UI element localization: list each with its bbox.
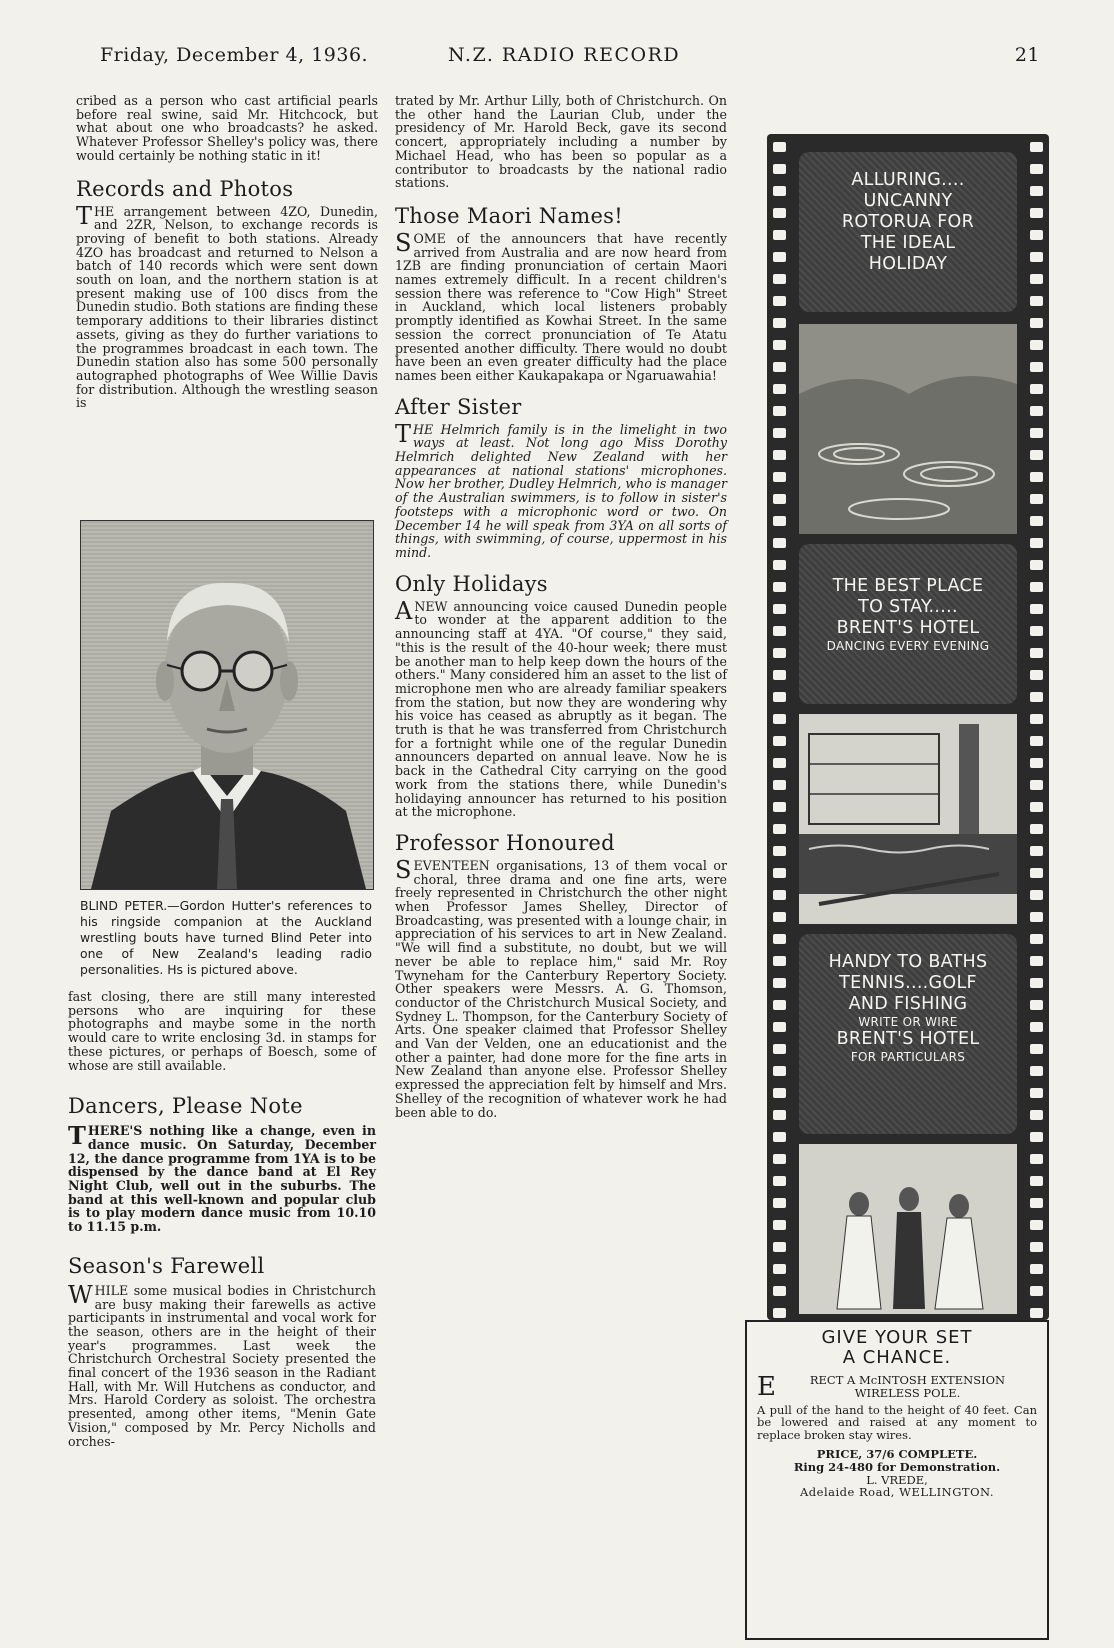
film-perforation — [1030, 626, 1043, 636]
film-perforation — [1030, 472, 1043, 482]
film-perforation — [1030, 560, 1043, 570]
film-perforation — [773, 1308, 786, 1318]
season-body — [68, 1280, 376, 1449]
film-perforation — [773, 1000, 786, 1010]
holidays-heading: Only Holidays — [395, 571, 548, 596]
handy-line-6: FOR PARTICULARS — [850, 1050, 966, 1064]
film-perforation — [1030, 208, 1043, 218]
film-perforation — [773, 802, 786, 812]
dancers-text: HERE'S nothing like a change, even in dance music. On Saturday, December 12, the dance programme from 1YA is to be dispensed by the dance band at El Rey Night Club, well out in the suburbs. The band at this well-known and popular club is to play modern dance music from 10.10 to 11.15 p.m. — [68, 1123, 376, 1235]
film-perforation — [1030, 714, 1043, 724]
film-perforation — [773, 362, 786, 372]
film-perforation — [1030, 340, 1043, 350]
rotorua-line-1: ALLURING.... — [851, 170, 965, 190]
film-perforation — [773, 538, 786, 548]
handy-line-1: HANDY TO BATHS — [828, 952, 988, 972]
records-text: HE arrangement between 4ZO, Dunedin, and 2ZR, Nelson, to exchange records is proving of benefit to both stations. Already 4ZO has broadcast and returned to Nelson a batch of 140 records which were sent down south on loan, and the northern station is at present making use of 100 discs from the Dunedin studio. Both stations are finding these temporary additions to their libraries distinct assets, giving as they do further variations to the programmes broadcast in each town. The Dunedin station also has some 500 personally autographed photographs of Wee Willie Davis for distribution. Although the wrestling season is — [76, 203, 378, 411]
film-perforation — [1030, 406, 1043, 416]
film-perforation — [773, 846, 786, 856]
page-number: 21 — [1014, 44, 1040, 66]
film-perforation — [773, 736, 786, 746]
film-perforation — [1030, 384, 1043, 394]
season-text: HILE some musical bodies in Christchurch are busy making their farewells as active participants in instrumental and vocal work for the season, others are in the height of their year's programmes. Last week the Christchurch Orchestral Society presented the final concert of the 1936 season in the Radiant Hall, with Mr. Will Hutchens as conductor, and Mrs. Harold Cordery as soloist. The orchestra presented, among other items, "Menin Gate Vision," composed by Mr. Percy Nicholls and orches- — [68, 1282, 376, 1449]
professor-dropcap: S — [395, 855, 412, 884]
dancers-illustration — [799, 1144, 1017, 1314]
pole-headline — [757, 1328, 1037, 1368]
photo-caption — [80, 898, 372, 978]
sister-heading: After Sister — [395, 394, 522, 419]
film-perforation — [773, 692, 786, 702]
film-perforation — [1030, 1044, 1043, 1054]
rotorua-line-5: HOLIDAY — [868, 254, 948, 274]
pole-price: PRICE, 37/6 COMPLETE. — [816, 1446, 978, 1461]
film-perforation — [773, 1088, 786, 1098]
pole-body: A pull of the hand to the height of 40 feet. Can be lowered and raised at any moment to replace broken stay wires. — [757, 1402, 1037, 1443]
film-perforation — [773, 142, 786, 152]
film-perforation — [1030, 824, 1043, 834]
film-perforation — [773, 1154, 786, 1164]
film-perforation — [773, 912, 786, 922]
season-dropcap: W — [68, 1280, 93, 1309]
sister-dropcap: T — [395, 419, 412, 448]
film-perforation — [1030, 648, 1043, 658]
handy-line-2: TENNIS....GOLF — [839, 973, 977, 993]
wireless-pole-advert — [745, 1320, 1049, 1640]
pole-headline-2: A CHANCE. — [842, 1347, 952, 1368]
holidays-dropcap: A — [395, 596, 413, 625]
film-perforation — [1030, 296, 1043, 306]
pole-headline-1: GIVE YOUR SET — [821, 1327, 973, 1348]
film-perforation — [773, 494, 786, 504]
records-body — [76, 201, 378, 411]
dancers-heading: Dancers, Please Note — [68, 1094, 303, 1119]
film-perforation — [1030, 956, 1043, 966]
film-perforation — [1030, 494, 1043, 504]
brents-particulars-text — [799, 934, 1017, 1064]
sister-text: HE Helmrich family is in the limelight in two ways at least. Not long ago Miss Dorothy Helmrich delighted New Zealand with her appearances at national stations' microphones. Now her brother, Dudley Helmrich, who is manager of the Australian swimmers, is to follow in sister's footsteps with a microphonic word or two. On December 14 he will speak from 3YA on all sorts of things, with swimming, of course, uppermost in his mind. — [395, 421, 727, 560]
film-perforation — [1030, 1022, 1043, 1032]
maori-body — [395, 228, 727, 383]
rotorua-frame — [799, 152, 1017, 312]
film-perforation — [773, 296, 786, 306]
film-perforation — [773, 648, 786, 658]
film-perforation — [773, 318, 786, 328]
handy-line-5: BRENT'S HOTEL — [836, 1029, 980, 1049]
professor-body — [395, 855, 727, 1120]
film-perforation — [773, 1132, 786, 1142]
film-perforation — [1030, 1176, 1043, 1186]
column-one-top — [76, 94, 378, 410]
film-perforation — [773, 428, 786, 438]
film-perforation — [773, 1110, 786, 1120]
records-heading: Records and Photos — [76, 176, 294, 201]
holidays-text: NEW announcing voice caused Dunedin people to wonder at the apparent addition to the announcing staff at 4YA. "Of course," they said, "this is the result of the 40-hour week; there must be another man to help keep down the hours of the others." Many considered him an asset to the list of microphone men who are already familiar speakers from the station, but now they are wondering why his voice has ceased as abruptly as it began. The truth is that he was transferred from Christchurch for a fortnight while one of the regular Dunedin announcers departed on annual leave. Now he is back in the Cathedral City carrying on the good work from the stations there, while Dunedin's holidaying announcer has returned to his position at the microphone. — [395, 598, 727, 820]
col2-continuation: trated by Mr. Arthur Lilly, both of Christchurch. On the other hand the Laurian Club, under the presidency of Mr. Harold Beck, gave its second concert, appropriately including a number by Michael Head, who has been so popular as a contributor to broadcasts by the national radio stations. — [395, 93, 727, 191]
film-perforation — [773, 604, 786, 614]
rotorua-line-2: UNCANNY — [863, 191, 953, 211]
photo-caption-text: BLIND PETER.—Gordon Hutter's references to his ringside companion at the Auckland wrestling bouts have turned Blind Peter into one of New Zealand's leading radio personalities. Hs is pictured above. — [80, 898, 372, 977]
film-perforation — [1030, 846, 1043, 856]
records-dropcap: T — [76, 201, 93, 230]
film-perforation — [773, 1022, 786, 1032]
film-perforation — [773, 230, 786, 240]
professor-text: EVENTEEN organisations, 13 of them vocal or choral, three drama and one fine arts, were freely represented in Christchurch the other night when Professor James Shelley, Director of Broadcasting, was presented with a lounge chair, in appreciation of his services to art in New Zealand. "We will find a substitute, no doubt, but we will never be able to replace him," said Mr. Roy Twyneham for the Canterbury Repertory Society. Other speakers were Messrs. A. G. Thomson, conductor of the Christchurch Musical Society, and Sydney L. Thompson, for the Canterbury Society of Arts. One speaker claimed that Professor Shelley and Van der Velden, one an educationist and the other a painter, had done more for the fine arts in New Zealand than anyone else. Professor Shelley expressed the appreciation felt by himself and Mrs. Shelley of the recognition of whatever work he had been able to do. — [395, 857, 727, 1120]
dancers-dropcap: T — [68, 1121, 86, 1151]
film-perforation — [1030, 1088, 1043, 1098]
film-perforation — [773, 1220, 786, 1230]
film-perforation — [1030, 1110, 1043, 1120]
film-perforation — [1030, 1066, 1043, 1076]
film-perforation — [773, 340, 786, 350]
film-perforation — [1030, 604, 1043, 614]
brents-hotel-text — [799, 544, 1017, 653]
pole-line-2: WIRELESS POLE. — [854, 1385, 961, 1400]
film-perforation — [773, 252, 786, 262]
brents-line-2: TO STAY..... — [858, 597, 958, 617]
film-perforation — [773, 1176, 786, 1186]
film-perforation — [1030, 230, 1043, 240]
brents-line-1: THE BEST PLACE — [832, 576, 984, 596]
handy-line-4: WRITE OR WIRE — [858, 1015, 958, 1029]
film-perforation — [1030, 538, 1043, 548]
film-perforation — [1030, 516, 1043, 526]
film-perforation — [1030, 142, 1043, 152]
film-perforation — [773, 758, 786, 768]
film-perforation — [773, 670, 786, 680]
column-one-bottom — [68, 990, 376, 1448]
film-perforation — [1030, 1132, 1043, 1142]
column-two — [395, 94, 727, 1119]
pole-intro — [757, 1374, 1037, 1400]
rotorua-line-3: ROTORUA FOR — [841, 212, 975, 232]
maori-heading: Those Maori Names! — [395, 203, 624, 228]
sister-body — [395, 419, 727, 560]
film-perforation — [773, 868, 786, 878]
maori-dropcap: S — [395, 228, 412, 257]
film-perforation — [1030, 1264, 1043, 1274]
issue-date: Friday, December 4, 1936. — [100, 44, 369, 66]
film-perforation — [773, 714, 786, 724]
film-perforation — [773, 384, 786, 394]
film-perforation — [1030, 868, 1043, 878]
film-perforation — [773, 824, 786, 834]
film-perforation — [1030, 978, 1043, 988]
film-perforation — [773, 626, 786, 636]
film-perforation — [1030, 274, 1043, 284]
film-perforation — [1030, 758, 1043, 768]
portrait-illustration — [81, 521, 373, 889]
pole-address: Adelaide Road, WELLINGTON. — [800, 1485, 994, 1500]
pole-name: L. VREDE, — [866, 1472, 928, 1487]
film-perforation — [1030, 186, 1043, 196]
records-continued-text: fast closing, there are still many interested persons who are inquiring for these photographs and maybe some in the north would care to write enclosing 3d. in stamps for these pictures, or perhaps of Boesch, some of whose are still available. — [68, 989, 376, 1073]
film-perforation — [773, 472, 786, 482]
film-perforation — [1030, 1286, 1043, 1296]
film-perforation — [1030, 1154, 1043, 1164]
rotorua-line-4: THE IDEAL — [860, 233, 956, 253]
pole-dropcap: E — [757, 1372, 776, 1402]
film-perforation — [1030, 912, 1043, 922]
maori-text: OME of the announcers that have recently arrived from Australia and are now heard from 1ZB are finding pronunciation of certain Maori names extremely difficult. In a recent children's session there was reference to "Cow High" Street in Auckland, which local listeners probably promptly identified as Kowhai Street. In the same session the correct pronunciation of Te Atatu presented another difficulty. There would no doubt have been an even greater difficulty had the place names been either Kaukapakapa or Ngaruawahia! — [395, 230, 727, 383]
film-perforation — [773, 1066, 786, 1076]
film-perforation — [773, 780, 786, 790]
film-perforation — [1030, 934, 1043, 944]
film-perforation — [773, 208, 786, 218]
film-perforation — [773, 934, 786, 944]
film-perforation — [773, 186, 786, 196]
brents-hotel-frame — [799, 544, 1017, 704]
film-perforation — [1030, 736, 1043, 746]
film-perforation — [773, 582, 786, 592]
article-continuation: cribed as a person who cast artificial pearls before real swine, said Mr. Hitchcock, but what about one who broadcasts? he asked. Whatever Professor Shelley's policy was, there would certainly be nothing static in it! — [76, 93, 378, 163]
pool-illustration — [799, 714, 1017, 924]
thermal-scene-frame — [799, 324, 1017, 534]
film-perforation — [1030, 1308, 1043, 1318]
film-perforation — [773, 164, 786, 174]
film-perforation — [773, 978, 786, 988]
film-perforation — [773, 450, 786, 460]
handy-line-3: AND FISHING — [848, 994, 968, 1014]
film-perforation — [1030, 362, 1043, 372]
film-perforation — [1030, 802, 1043, 812]
film-perforation — [1030, 890, 1043, 900]
brents-particulars-frame — [799, 934, 1017, 1134]
film-perforation — [1030, 670, 1043, 680]
film-perforation — [773, 1264, 786, 1274]
holidays-body — [395, 596, 727, 820]
dancers-body — [68, 1121, 376, 1235]
film-perforation — [773, 1198, 786, 1208]
swimming-pool-frame — [799, 714, 1017, 924]
pole-ring: Ring 24-480 for Demonstration. — [793, 1459, 1001, 1474]
dancing-frame — [799, 1144, 1017, 1314]
film-perforation — [1030, 1220, 1043, 1230]
film-perforation — [1030, 450, 1043, 460]
brents-line-4: DANCING EVERY EVENING — [826, 639, 990, 653]
film-perforation — [1030, 428, 1043, 438]
film-perforation — [1030, 582, 1043, 592]
pole-line-1: RECT A McINTOSH EXTENSION — [809, 1373, 1006, 1387]
professor-heading: Professor Honoured — [395, 830, 615, 855]
film-perforation — [1030, 1242, 1043, 1252]
film-perforation — [1030, 780, 1043, 790]
film-perforation — [1030, 692, 1043, 702]
film-perforation — [773, 1242, 786, 1252]
film-perforation — [773, 560, 786, 570]
brents-line-3: BRENT'S HOTEL — [836, 618, 980, 638]
rotorua-text — [799, 152, 1017, 275]
film-perforation — [773, 890, 786, 900]
blind-peter-photo — [80, 520, 374, 890]
film-perforation — [1030, 1198, 1043, 1208]
film-perforation — [1030, 1000, 1043, 1010]
film-perforation — [1030, 164, 1043, 174]
season-heading: Season's Farewell — [68, 1253, 265, 1278]
film-strip-advert — [767, 134, 1049, 1320]
film-perforation — [1030, 252, 1043, 262]
geyser-illustration — [799, 324, 1017, 534]
film-perforation — [773, 956, 786, 966]
film-perforation — [773, 406, 786, 416]
film-perforation — [773, 1286, 786, 1296]
publication-title: N.Z. RADIO RECORD — [448, 44, 681, 66]
film-perforation — [773, 516, 786, 526]
film-perforation — [1030, 318, 1043, 328]
film-perforation — [773, 1044, 786, 1054]
film-perforation — [773, 274, 786, 284]
page-header — [100, 44, 1040, 74]
